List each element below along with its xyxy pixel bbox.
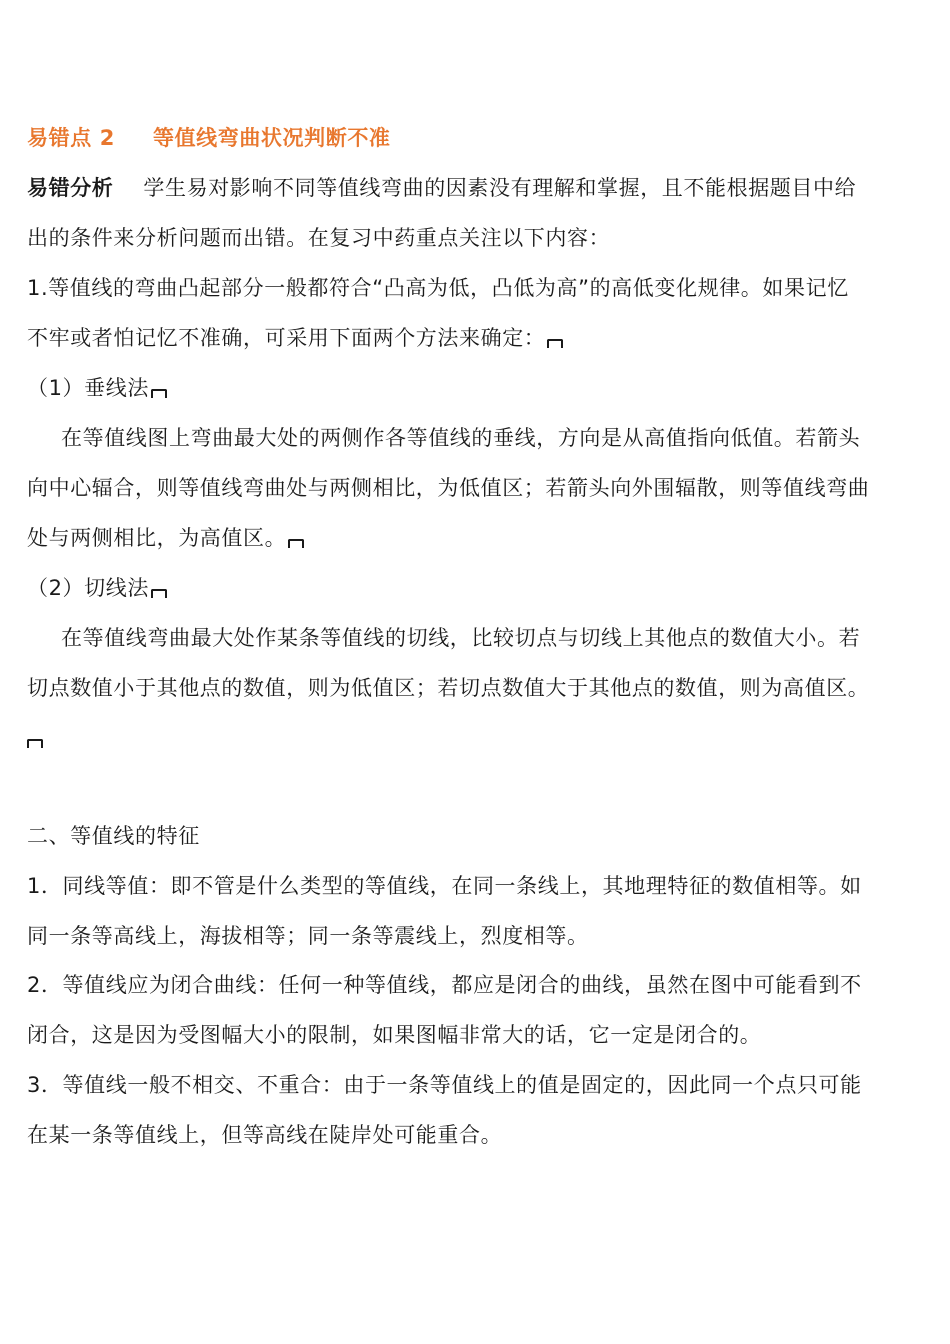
error-point-heading xyxy=(27,123,927,153)
point1-line-1: 1.等值线的弯曲凸起部分一般都符合“凸高为低，凸低为高”的高低变化规律。如果记忆 xyxy=(27,276,849,300)
error-analysis-label: 易错分析 xyxy=(27,176,114,200)
method2-end-line xyxy=(27,723,927,753)
method1-title xyxy=(27,373,927,403)
error-analysis-line-1 xyxy=(27,173,927,203)
method1-line-1: 在等值线图上弯曲最大处的两侧作各等值线的垂线，方向是从高值指向低值。若箭头 xyxy=(61,426,861,450)
method2-line-2: 切点数值小于其他点的数值，则为低值区；若切点数值大于其他点的数值，则为高值区。 xyxy=(27,676,870,700)
error-analysis-line-2: 出的条件来分析问题而出错。在复习中药重点关注以下内容： xyxy=(27,226,611,250)
feature3-line-2: 在某一条等值线上，但等高线在陡岸处可能重合。 xyxy=(27,1123,503,1147)
paragraph-mark-icon xyxy=(151,589,167,598)
feature2-line-2: 闭合，这是因为受图幅大小的限制，如果图幅非常大的话，它一定是闭合的。 xyxy=(27,1023,762,1047)
method2-title-text: （2）切线法 xyxy=(27,576,149,600)
error-point-title: 等值线弯曲状况判断不准 xyxy=(152,126,391,150)
feature1-line-2: 同一条等高线上，海拔相等；同一条等震线上，烈度相等。 xyxy=(27,924,589,948)
point1-line-2 xyxy=(27,323,927,353)
section2-title: 二、等值线的特征 xyxy=(27,824,200,848)
method1-title-text: （1）垂线法 xyxy=(27,376,149,400)
point1-text-2: 不牢或者怕记忆不准确，可采用下面两个方法来确定： xyxy=(27,326,546,350)
method1-line-3 xyxy=(27,523,927,553)
paragraph-mark-icon xyxy=(151,389,167,398)
method2-title xyxy=(27,573,927,603)
method1-line-2: 向中心辐合，则等值线弯曲处与两侧相比，为低值区；若箭头向外围辐散，则等值线弯曲 xyxy=(27,476,870,500)
method2-line-1: 在等值线弯曲最大处作某条等值线的切线，比较切点与切线上其他点的数值大小。若 xyxy=(61,626,861,650)
feature3-line-1: 3．等值线一般不相交、不重合：由于一条等值线上的值是固定的，因此同一个点只可能 xyxy=(27,1073,862,1097)
error-analysis-text-1: 学生易对影响不同等值线弯曲的因素没有理解和掌握，且不能根据题目中给 xyxy=(143,176,857,200)
paragraph-mark-icon xyxy=(288,539,304,548)
error-point-label: 易错点 2 xyxy=(27,126,115,150)
method1-text-3: 处与两侧相比，为高值区。 xyxy=(27,526,287,550)
feature2-line-1: 2．等值线应为闭合曲线：任何一种等值线，都应是闭合的曲线，虽然在图中可能看到不 xyxy=(27,973,862,997)
paragraph-mark-icon xyxy=(27,739,43,748)
paragraph-mark-icon xyxy=(547,339,563,348)
feature1-line-1: 1．同线等值：即不管是什么类型的等值线，在同一条线上，其地理特征的数值相等。如 xyxy=(27,874,862,898)
